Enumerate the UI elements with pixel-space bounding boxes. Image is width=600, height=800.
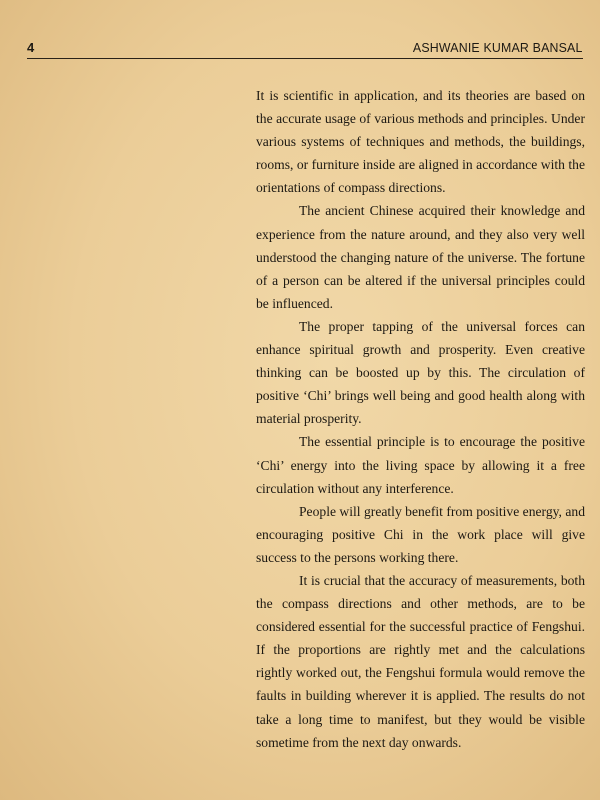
paragraph-3: The proper tapping of the universal forces can enhance spiritual growth and prosperity. Even creative thinking can be boosted up by this. The circulation of positive ‘Chi’ brings well being and good health along with material prosperity.: [256, 318, 585, 427]
running-head-author: ASHWANIE KUMAR BANSAL: [413, 40, 583, 55]
page-header: [27, 38, 583, 59]
paragraph-4: The essential principle is to encourage the positive ‘Chi’ energy into the living space by allowing it a free circulation without any interference.: [256, 434, 585, 496]
paragraph-5: People will greatly benefit from positive energy, and encouraging positive Chi in the work place will give success to the persons working there.: [256, 503, 585, 565]
paragraph-2: The ancient Chinese acquired their knowledge and experience from the nature around, and they also very well understood the changing nature of the universe. The fortune of a person can be altered if the universal principles could be influenced.: [256, 203, 585, 311]
paragraph-1: It is scientific in application, and its theories are based on the accurate usage of various methods and principles. Under various systems of techniques and methods, the buildings, rooms, or furniture inside are aligned in accordance with the orientations of compass directions.: [256, 88, 585, 196]
page-number: 4: [27, 40, 35, 55]
body-text: [256, 84, 585, 754]
paragraph-6: It is crucial that the accuracy of measurements, both the compass directions and other methods, are to be considered essential for the successful practice of Fengshui. If the proportions are rightly met and the calculations rightly worked out, the Fengshui formula would remove the faults in building wherever it is applied. The results do not take a long time to manifest, but they would be visible sometime from the next day onwards.: [256, 572, 585, 750]
